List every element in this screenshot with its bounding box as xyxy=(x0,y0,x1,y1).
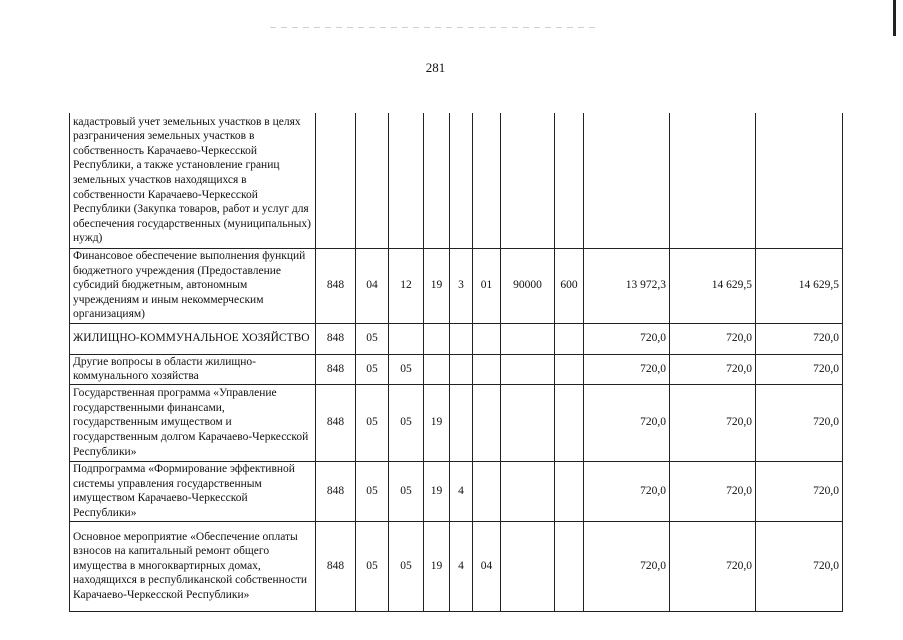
program-code xyxy=(424,354,450,384)
amount-year-2: 720,0 xyxy=(670,521,756,611)
program-code: 19 xyxy=(424,521,450,611)
row-name: Подпрограмма «Формирование эффективной системы управления государственным имуществом Карачаево-Черкесской Республики» xyxy=(70,461,316,521)
section-code: 05 xyxy=(356,461,389,521)
amount-year-1: 720,0 xyxy=(584,354,670,384)
ministry-code: 848 xyxy=(316,323,356,354)
program-code: 19 xyxy=(424,461,450,521)
subsection-code: 05 xyxy=(389,384,424,461)
amount-year-3: 720,0 xyxy=(756,461,843,521)
amount-year-1: 720,0 xyxy=(584,384,670,461)
subprogram-code: 4 xyxy=(450,461,473,521)
event-code xyxy=(473,461,501,521)
subprogram-code xyxy=(450,323,473,354)
program-code: 19 xyxy=(424,248,450,323)
page-number: 281 xyxy=(425,60,446,75)
amount-year-2: 14 629,5 xyxy=(670,248,756,323)
section-code: 04 xyxy=(356,248,389,323)
ministry-code: 848 xyxy=(316,384,356,461)
expense-type-code: 600 xyxy=(555,248,584,323)
row-name: Государственная программа «Управление государственными финансами, государственным имуществом и государственным долгом Карачаево-Черкесской Республики» xyxy=(70,384,316,461)
budget-table xyxy=(69,113,843,612)
subprogram-code: 3 xyxy=(450,248,473,323)
subsection-code xyxy=(389,113,424,248)
expense-type-code xyxy=(555,113,584,248)
table-row xyxy=(70,323,843,354)
expense-type-code xyxy=(555,521,584,611)
amount-year-1 xyxy=(584,113,670,248)
table-row xyxy=(70,461,843,521)
row-name: Другие вопросы в области жилищно-коммунального хозяйства xyxy=(70,354,316,384)
event-code xyxy=(473,113,501,248)
table-row xyxy=(70,113,843,248)
amount-year-3: 720,0 xyxy=(756,521,843,611)
expense-type-code xyxy=(555,384,584,461)
table-row xyxy=(70,354,843,384)
ministry-code: 848 xyxy=(316,248,356,323)
section-code: 05 xyxy=(356,521,389,611)
subprogram-code: 4 xyxy=(450,521,473,611)
direction-code xyxy=(501,354,555,384)
subprogram-code xyxy=(450,354,473,384)
table-row xyxy=(70,521,843,611)
subsection-code: 05 xyxy=(389,354,424,384)
amount-year-2: 720,0 xyxy=(670,323,756,354)
subprogram-code xyxy=(450,113,473,248)
event-code xyxy=(473,354,501,384)
amount-year-3: 720,0 xyxy=(756,384,843,461)
scan-artifact-line xyxy=(270,27,600,28)
direction-code xyxy=(501,113,555,248)
program-code xyxy=(424,323,450,354)
amount-year-1: 720,0 xyxy=(584,461,670,521)
section-code: 05 xyxy=(356,323,389,354)
event-code xyxy=(473,384,501,461)
amount-year-3: 720,0 xyxy=(756,354,843,384)
amount-year-3: 720,0 xyxy=(756,323,843,354)
direction-code xyxy=(501,461,555,521)
amount-year-1: 720,0 xyxy=(584,323,670,354)
amount-year-2: 720,0 xyxy=(670,354,756,384)
event-code xyxy=(473,323,501,354)
amount-year-2 xyxy=(670,113,756,248)
direction-code: 90000 xyxy=(501,248,555,323)
table-row xyxy=(70,248,843,323)
amount-year-1: 13 972,3 xyxy=(584,248,670,323)
ministry-code: 848 xyxy=(316,521,356,611)
amount-year-2: 720,0 xyxy=(670,384,756,461)
scan-edge-mark xyxy=(893,0,896,36)
amount-year-3 xyxy=(756,113,843,248)
expense-type-code xyxy=(555,354,584,384)
expense-type-code xyxy=(555,461,584,521)
row-name: Финансовое обеспечение выполнения функций бюджетного учреждения (Предоставление субсидий бюджетным, автономным учреждениям и иным некоммерческим организациям) xyxy=(70,248,316,323)
event-code: 01 xyxy=(473,248,501,323)
amount-year-2: 720,0 xyxy=(670,461,756,521)
section-code: 05 xyxy=(356,354,389,384)
subsection-code: 05 xyxy=(389,521,424,611)
direction-code xyxy=(501,384,555,461)
direction-code xyxy=(501,323,555,354)
row-name: ЖИЛИЩНО-КОММУНАЛЬНОЕ ХОЗЯЙСТВО xyxy=(70,323,316,354)
section-code xyxy=(356,113,389,248)
ministry-code: 848 xyxy=(316,461,356,521)
subsection-code: 05 xyxy=(389,461,424,521)
row-name: Основное мероприятие «Обеспечение оплаты взносов на капитальный ремонт общего имущества в многоквартирных домах, находящихся в республиканской собственности Карачаево-Черкесской Республики» xyxy=(70,521,316,611)
program-code: 19 xyxy=(424,384,450,461)
direction-code xyxy=(501,521,555,611)
ministry-code xyxy=(316,113,356,248)
table-row xyxy=(70,384,843,461)
amount-year-3: 14 629,5 xyxy=(756,248,843,323)
section-code: 05 xyxy=(356,384,389,461)
amount-year-1: 720,0 xyxy=(584,521,670,611)
subsection-code: 12 xyxy=(389,248,424,323)
expense-type-code xyxy=(555,323,584,354)
subsection-code xyxy=(389,323,424,354)
subprogram-code xyxy=(450,384,473,461)
event-code: 04 xyxy=(473,521,501,611)
ministry-code: 848 xyxy=(316,354,356,384)
program-code xyxy=(424,113,450,248)
row-name: кадастровый учет земельных участков в целях разграничения земельных участков в собственность Карачаево-Черкесской Республики, а также установление границ земельных участков находящихся в собственности Карачаево-Черкесской Республики (Закупка товаров, работ и услуг для обеспечения государственных (муниципальных) нужд) xyxy=(70,113,316,248)
